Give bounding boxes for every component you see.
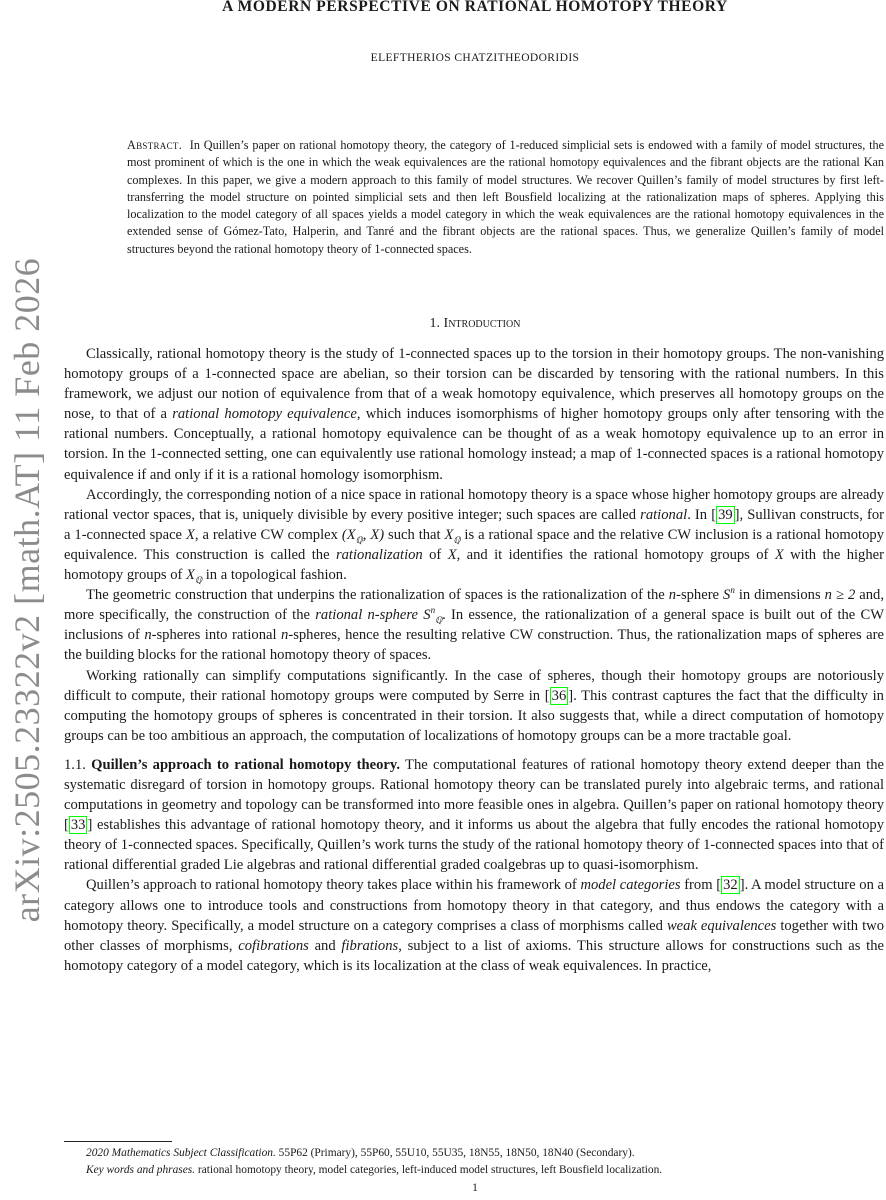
text-run: Classically, rational homotopy theory is the study of 1-connected spaces up to the torsion in their homotopy groups. The non-vanishing homotopy groups of a 1-connected space are abelian, so their torsion can be discarded by tensoring with the rational numbers. In this framework, we adjust our notion of equivalence from that of a weak homotopy equivalence, which preserves all homotopy groups on the nose, to that of a [64,346,884,423]
citation-link[interactable]: 33 [70,817,86,834]
footnote-label: Key words and phrases. [86,1163,196,1176]
text-run: The computational features of rational homotopy theory extend deeper than the systematic disregard of torsion in homotopy groups. Rational homotopy theory can be translated purely into algebraic terms, and rational computations in geometry and topology can be transformed into more feasible ones in algebra. Quillen’s paper on rational homotopy theory [64,756,884,814]
text-run: Quillen’s approach to rational homotopy theory takes place within his framework of [86,877,581,894]
text-run: of [422,546,448,563]
emphasis-term: rational [640,506,688,523]
page-number: 1 [472,1182,478,1194]
section-heading-introduction [64,316,886,332]
abstract-label: Abstract. [127,138,183,152]
math-symbol: n [144,627,152,644]
text-run: is a rational space and the relative CW inclusion is a rational homotopy equivalence. This construction is called the [64,526,885,563]
paper-title: A MODERN PERSPECTIVE ON RATIONAL HOMOTOPY THEORY [222,0,728,15]
subsection-1-1: 1.1. Quillen’s approach to rational homotopy theory. The computational features of rational homotopy theory extend deeper than the systematic disregard of torsion in homotopy groups. Rational homotopy theory can be translated purely into algebraic terms, and rational computations in geometry and topology can be transformed into more feasible ones in algebra. Quillen’s paper on rational homotopy theory [ 33 ] establishes this advantage of rational homotopy theory, and it informs us about the algebra that fully encodes the rational homotopy theory of 1-connected spaces. Specifically, Quillen’s work turns the study of the rational homotopy theory of 1-connected spaces into that of rational differential graded Lie algebras and rational differential graded coalgebras up to quasi-isomorphism. [64,756,884,874]
text-run: in a topological fashion. [202,567,347,584]
citation-link[interactable]: 39 [718,506,733,523]
footnote-label: 2020 Mathematics Subject Classification. [86,1147,276,1159]
math-symbol: X [185,526,195,543]
text-run: together with two other classes of morphisms, [64,917,884,954]
math-symbol: n [281,627,289,644]
math-symbol: n [668,587,677,604]
citation-link[interactable]: 36 [551,687,567,704]
text-run: Accordingly, the corresponding notion of a nice space in rational homotopy theory is a space whose higher homotopy groups are already rational vector spaces, that is, uniquely divisible by every positive integer; such spaces are called [64,486,884,523]
math-symbol: X [774,546,784,563]
text-run: -spheres into rational [151,627,282,644]
emphasis-term: model categories [580,877,681,894]
paragraph-2: Accordingly, the corresponding notion of a nice space in rational homotopy theory is a space whose higher homotopy groups are already rational vector spaces, that is, uniquely divisible by every positive integer; such spaces are called rational. In [ 39 ], Sullivan constructs, for a 1-connected space X, a relative CW complex ($X_ℚ$, X) such that $X_ℚ$ is a rational space and the relative CW inclusion is a rational homotopy equivalence. This construction is called the rationalization of X, and it identifies the rational homotopy groups of X with the higher homotopy groups of $X_ℚ$ in a topological fashion. [64,486,885,585]
subsection-number: 1.1. [64,756,86,773]
emphasis-term: rational n-sphere [315,607,419,624]
text-run: -spheres, hence the resulting relative CW construction. Thus, the rationalization maps of spheres are the building blocks for the rational homotopy theory of spaces. [64,627,884,664]
text-run: . In [687,506,712,523]
arxiv-stamp-text: arXiv:2505.23322v2 [math.AT] 11 Feb 2026 [7,257,47,923]
section-number: 1. [429,316,441,331]
math-expression: $S^n$ [723,585,735,604]
emphasis-term: weak equivalences [666,917,777,934]
body-text [64,344,884,976]
text-run: , which induces isomorphisms of higher homotopy groups only after tensoring with the rational numbers. Conceptually, a rational homotopy equivalence can be thought of as a weak homotopy equivalence up to an error in torsion. In the 1-connected setting, one can equivalently use rational homology instead; a map of 1-connected spaces is a rational homotopy equivalence if and only if it is a rational homology isomorphism. [64,406,884,483]
text-run: establishes this advantage of rational homotopy theory, and it informs us about the algebra that fully encodes the rational homotopy theory of 1-connected spaces. Specifically, Quillen’s work turns the study of the rational homotopy theory of 1-connected spaces into that of rational differential graded Lie algebras and rational differential graded coalgebras up to quasi-isomorphism. [64,817,884,874]
arxiv-identifier-stamp[interactable] [2,240,52,940]
math-expression: ($X_ℚ$, X) [341,526,385,545]
math-symbol: X [447,546,457,563]
text-run: from [680,877,717,894]
citation-link[interactable]: 32 [723,877,738,894]
text-run: , a relative CW complex [194,526,342,543]
paragraph-4: Working rationally can simplify computations significantly. In the case of spheres, though their homotopy groups are notoriously difficult to compute, their rational homotopy groups were computed by Serre in [ 36 ]. This contrast captures the fact that the difficulty in computing the homotopy groups of spheres is concentrated in their torsion. It also suggests that, while a direct computation of homotopy groups can be too ambitious an approach, the computation of localizations of homotopy groups can be a more tractable goal. [64,667,884,744]
text-run: . In essence, the rationalization of a general space is built out of the CW inclusions of [64,607,885,644]
text-run: The geometric construction that underpins the rationalization of spaces is the rationalization of the [86,587,669,604]
abstract [127,137,884,258]
text-run: . This contrast captures the fact that the difficulty in computing the homotopy groups of spheres is concentrated in their torsion. It also suggests that, while a direct computation of homotopy groups can be too ambitious an approach, the computation of localizations of homotopy groups can be a more tractable goal. [64,687,884,744]
paragraph-3 [64,585,884,665]
paragraph-1 [64,344,884,485]
text-run: in dimensions [734,587,825,604]
footnote-divider [64,1141,172,1142]
emphasis-term: rational homotopy equivalence [172,406,357,423]
footnotes [64,1145,886,1178]
section-title: Introduction [443,316,521,331]
subsection-heading: Quillen’s approach to rational homotopy theory. [91,756,401,773]
text-run: Working rationally can simplify computations significantly. In the case of spheres, though their homotopy groups are notoriously difficult to compute, their rational homotopy groups were computed by Serre in [64,667,884,704]
text-run: , subject to a list of axioms. This structure allows for constructions such as the homotopy category of a model category, which is its localization at the class of weak equivalences. In practice, [64,937,884,974]
text-run: with the higher homotopy groups of [64,546,884,584]
footnote-keywords [64,1162,886,1179]
footnote-text: rational homotopy theory, model categories, left-induced model structures, left Bousfield localization. [195,1163,663,1176]
footnote-text: 55P62 (Primary), 55P60, 55U10, 55U35, 18N55, 18N50, 18N40 (Secondary). [275,1147,635,1159]
math-expression: $X_ℚ$ [444,526,461,545]
text-run: . A model structure on a category allows one to introduce tools and constructions from homotopy theory in that category, and thus endows the category with a homotopy theory. Specifically, a model structure on a category comprises a class of morphisms called [64,877,884,934]
math-expression: $X_ℚ$ [186,567,203,585]
text-run: , Sullivan constructs, for a 1-connected space [64,506,884,543]
emphasis-term: cofibrations [238,937,309,954]
text-run: , and it identifies the rational homotopy groups of [456,546,775,563]
text-run: and, more specifically, the construction of the [64,587,884,624]
paragraph-6: Quillen’s approach to rational homotopy theory takes place within his framework of model categories from [ 32 ]. A model structure on a category allows one to introduce tools and constructions from homotopy theory in that category, and thus endows the category with a homotopy theory. Specifically, a model structure on a category comprises a class of morphisms called weak equivalences together with two other classes of morphisms, cofibrations and fibrations, subject to a list of axioms. This structure allows for constructions such as the homotopy category of a model category, which is its localization at the class of weak equivalences. In practice, [64,877,884,974]
author-name: ELEFTHERIOS CHATZITHEODORIDIS [370,52,580,64]
emphasis-term: rationalization [335,546,423,563]
abstract-text: In Quillen’s paper on rational homotopy theory, the category of 1-reduced simplicial sets is endowed with a family of model structures, the most prominent of which is the one in which the weak equivalences are the rational homotopy equivalences and the fibrant objects are the rational Kan complexes. In this paper, we give a modern approach to this family of model structures. We recover Quillen’s family of model structures by first left-transferring the model structure on pointed simplicial sets and then left Bousfield localizing at the rationalization maps of spheres. Applying this localization to the model category of all spaces yields a model category in which the weak equivalences are the rational homotopy equivalences in the extended sense of Gómez-Tato, Halperin, and Tanré and the fibrant objects are the rational spaces. Thus, we generalize Quillen’s family of model structures beyond the rational homotopy theory of 1-connected spaces. [127,138,885,256]
math-expression: n ≥ 2 [824,587,856,604]
footnote-msc [64,1145,886,1162]
text-run: and [308,937,342,954]
emphasis-term: fibrations [341,937,399,954]
math-expression: $S^n_ℚ$ [423,605,443,626]
text-run: such that [384,526,445,543]
text-run: -sphere [676,587,724,604]
